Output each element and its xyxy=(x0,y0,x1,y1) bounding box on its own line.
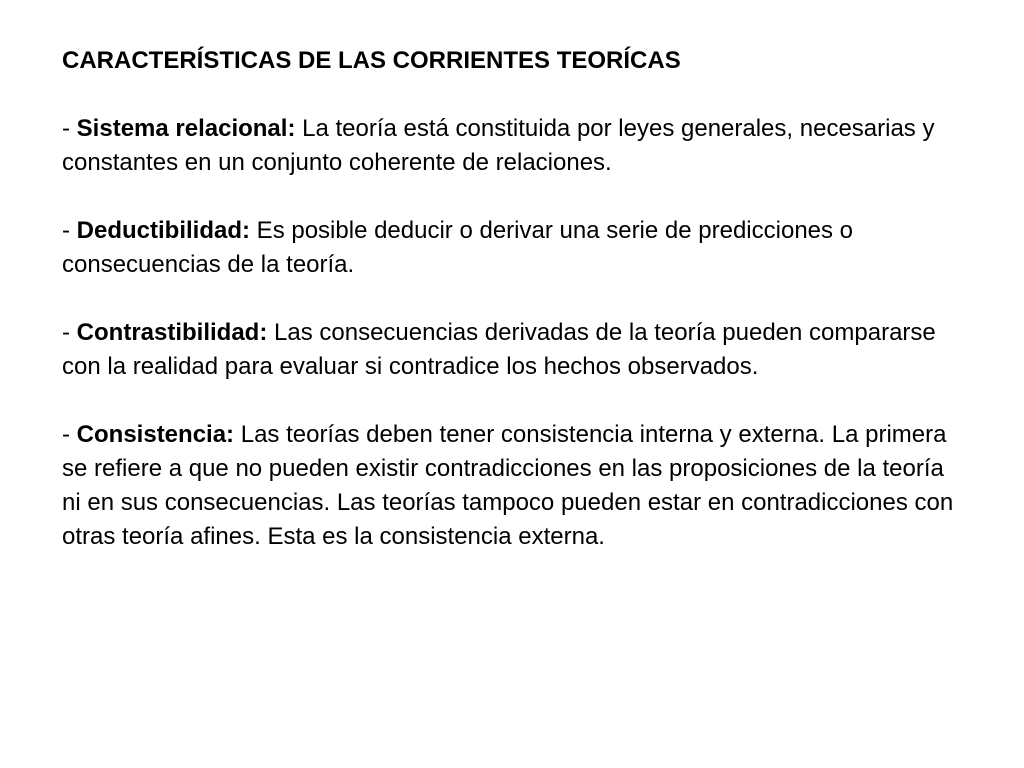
term-label: Contrastibilidad: xyxy=(76,319,268,346)
characteristic-contrastibilidad xyxy=(62,316,962,384)
term-label: Deductibilidad: xyxy=(76,217,251,244)
bullet-dash: - xyxy=(62,115,77,142)
term-description: Las teorías deben tener consistencia interna y externa. La primera se refiere a que no pueden existir contradicciones en las proposiciones de la teoría ni en sus consecuencias. Las teorías tampoco pueden estar en contradicciones con otras teoría afines. Esta es la consistencia externa. xyxy=(62,421,954,550)
bullet-dash: - xyxy=(62,319,77,346)
term-label: Sistema relacional: xyxy=(76,115,296,142)
slide-content xyxy=(62,44,962,554)
characteristic-sistema-relacional xyxy=(62,112,962,180)
term-description: Las consecuencias derivadas de la teoría pueden compararse con la realidad para evaluar si contradice los hechos observados. xyxy=(62,319,936,380)
term-description: Es posible deducir o derivar una serie de predicciones o consecuencias de la teoría. xyxy=(62,217,854,278)
characteristic-deductibilidad xyxy=(62,214,962,282)
term-label: Consistencia: xyxy=(76,421,235,448)
characteristic-consistencia xyxy=(62,418,962,554)
bullet-dash: - xyxy=(62,421,77,448)
bullet-dash: - xyxy=(62,217,77,244)
slide-title: CARACTERÍSTICAS DE LAS CORRIENTES TEORÍCAS xyxy=(62,47,681,74)
term-description: La teoría está constituida por leyes generales, necesarias y constantes en un conjunto coherente de relaciones. xyxy=(62,115,935,176)
